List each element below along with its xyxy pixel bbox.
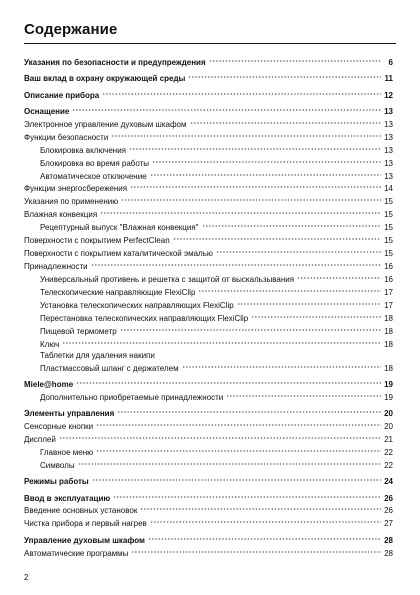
dot-leader xyxy=(150,519,381,527)
toc-entry-title: Ваш вклад в охрану окружающей среды xyxy=(24,74,186,84)
toc-entry[interactable] xyxy=(24,471,393,487)
page-title: Содержание xyxy=(24,21,118,38)
dot-leader xyxy=(251,314,381,322)
toc-entry-title: Ключ xyxy=(40,339,60,349)
toc-entry-page: 15 xyxy=(384,236,393,246)
toc-entry[interactable] xyxy=(24,194,393,207)
toc-entry-page: 18 xyxy=(384,313,393,323)
toc-entry[interactable] xyxy=(24,403,393,419)
dot-leader xyxy=(237,301,381,309)
toc-entry[interactable] xyxy=(24,324,393,337)
toc-entry-page: 18 xyxy=(384,363,393,373)
toc-entry-page: 22 xyxy=(384,460,393,470)
toc-entry-title: Влажная конвекция xyxy=(24,210,98,220)
dot-leader xyxy=(72,107,381,115)
toc-entry-page: 17 xyxy=(384,287,393,297)
dot-leader xyxy=(120,327,381,335)
dot-leader xyxy=(100,210,381,218)
toc-entry-page: 15 xyxy=(384,210,393,220)
toc-entry[interactable] xyxy=(24,350,393,361)
toc-entry-title: Указания по применению xyxy=(24,197,119,207)
toc-entry-title: Символы xyxy=(40,460,75,470)
toc-entry[interactable] xyxy=(24,246,393,259)
toc-entry-page: 19 xyxy=(384,379,393,389)
toc-entry[interactable] xyxy=(24,458,393,471)
toc-entry[interactable] xyxy=(24,298,393,311)
toc-entry[interactable] xyxy=(24,207,393,220)
toc-entry-page: 15 xyxy=(384,249,393,259)
toc-entry-title: Описание прибора xyxy=(24,90,100,100)
dot-leader xyxy=(117,409,381,417)
dot-leader xyxy=(92,477,381,485)
toc-entry-title: Установка телескопических направляющих FlexiClip xyxy=(40,300,234,310)
toc-entry-title: Функции безопасности xyxy=(24,132,109,142)
toc-entry-page: 16 xyxy=(384,262,393,272)
toc-entry-title: Miele@home xyxy=(24,379,74,389)
toc-entry-page: 18 xyxy=(384,339,393,349)
toc-entry-page: 15 xyxy=(384,197,393,207)
toc-entry-title: Рецептурный выпуск "Влажная конвекция" xyxy=(40,223,199,233)
toc-entry[interactable] xyxy=(24,374,393,390)
toc-entry-title: Главное меню xyxy=(40,447,94,457)
dot-leader xyxy=(209,58,381,66)
toc-entry[interactable] xyxy=(24,272,393,285)
toc-entry-page: 21 xyxy=(384,435,393,445)
toc-entry-title: Таблетки для удаления накипи xyxy=(40,350,155,360)
toc-entry-title: Перестановка телескопических направляющих FlexiClip xyxy=(40,313,249,323)
dot-leader xyxy=(150,172,381,180)
toc-entry[interactable] xyxy=(24,101,393,117)
toc-entry-page: 13 xyxy=(384,158,393,168)
toc-entry[interactable] xyxy=(24,143,393,156)
dot-leader xyxy=(202,223,382,231)
toc-entry-title: Чистка прибора и первый нагрев xyxy=(24,519,147,529)
toc-entry-title: Элементы управления xyxy=(24,409,115,419)
toc-entry-page: 16 xyxy=(384,275,393,285)
toc-entry[interactable] xyxy=(24,220,393,233)
toc-entry-title: Функции энергосбережения xyxy=(24,184,128,194)
dot-leader xyxy=(96,422,381,430)
dot-leader xyxy=(190,120,381,128)
toc-entry-page: 6 xyxy=(388,57,393,67)
dot-leader xyxy=(140,506,381,514)
toc-entry-page: 20 xyxy=(384,422,393,432)
dot-leader xyxy=(102,91,381,99)
toc-entry[interactable] xyxy=(24,311,393,324)
toc-entry-title: Автоматическое отключение xyxy=(40,171,147,181)
toc-entry-page: 13 xyxy=(384,145,393,155)
toc-entry[interactable] xyxy=(24,156,393,169)
toc-entry-title: Блокировка во время работы xyxy=(40,158,150,168)
toc-entry[interactable] xyxy=(24,487,393,503)
dot-leader xyxy=(148,536,381,544)
dot-leader xyxy=(226,393,381,401)
toc-entry[interactable] xyxy=(24,182,393,195)
toc-entry-title: Оснащение xyxy=(24,106,70,116)
toc-entry[interactable] xyxy=(24,169,393,182)
toc-entry-title: Дисплей xyxy=(24,435,56,445)
toc-entry-page: 28 xyxy=(384,548,393,558)
title-divider xyxy=(24,43,396,44)
dot-leader xyxy=(130,184,381,192)
toc-entry[interactable] xyxy=(24,130,393,143)
toc-entry-page: 26 xyxy=(384,493,393,503)
toc-entry-page: 11 xyxy=(384,74,393,84)
toc-entry-title: Указания по безопасности и предупреждения xyxy=(24,57,206,67)
dot-leader xyxy=(131,549,381,557)
toc-entry[interactable] xyxy=(24,259,393,272)
toc-entry-title: Поверхности с покрытием каталитической эмалью xyxy=(24,249,213,259)
toc-entry-page: 15 xyxy=(384,223,393,233)
toc-entry-page: 27 xyxy=(384,519,393,529)
dot-leader xyxy=(62,340,381,348)
toc-entry-page: 12 xyxy=(384,90,393,100)
toc-entry-title: Автоматические программы xyxy=(24,548,129,558)
toc-entry-title: Сенсорные кнопки xyxy=(24,422,94,432)
dot-leader xyxy=(121,197,381,205)
toc-entry[interactable] xyxy=(24,516,393,529)
dot-leader xyxy=(198,288,381,296)
toc-entry-title: Телескопические направляющие FlexiClip xyxy=(40,287,196,297)
toc-entry-page: 18 xyxy=(384,326,393,336)
toc-entry-page: 28 xyxy=(384,535,393,545)
dot-leader xyxy=(188,74,381,82)
toc-entry-page: 26 xyxy=(384,506,393,516)
toc-entry-page: 22 xyxy=(384,447,393,457)
dot-leader xyxy=(152,159,381,167)
toc-entry-page: 14 xyxy=(384,184,393,194)
toc-entry[interactable] xyxy=(24,419,393,432)
page-number: 2 xyxy=(24,573,29,582)
dot-leader xyxy=(216,249,381,257)
toc-entry-title: Ввод в эксплуатацию xyxy=(24,493,111,503)
toc-entry[interactable] xyxy=(24,233,393,246)
toc-entry-title: Блокировка включения xyxy=(40,145,126,155)
toc-entry-title: Принадлежности xyxy=(24,262,88,272)
dot-leader xyxy=(173,236,381,244)
toc-entry-title: Дополнительно приобретаемые принадлежности xyxy=(40,392,224,402)
toc-entry-page: 19 xyxy=(384,392,393,402)
toc-entry[interactable] xyxy=(24,504,393,517)
toc-entry[interactable] xyxy=(24,84,393,100)
dot-leader xyxy=(129,146,381,154)
toc-entry-title: Поверхности с покрытием PerfectClean xyxy=(24,236,170,246)
toc-entry[interactable] xyxy=(24,337,393,350)
toc-entry[interactable] xyxy=(24,285,393,298)
dot-leader xyxy=(76,380,381,388)
toc-entry-title: Электронное управление духовым шкафом xyxy=(24,119,187,129)
toc-entry[interactable] xyxy=(24,529,393,545)
toc-entry[interactable] xyxy=(24,68,393,84)
dot-leader xyxy=(96,448,381,456)
toc-entry[interactable] xyxy=(24,546,393,559)
toc-entry-page: 24 xyxy=(384,477,393,487)
toc-entry-title: Пищевой термометр xyxy=(40,326,117,336)
toc-entry[interactable] xyxy=(24,117,393,130)
toc-entry-title: Введение основных установок xyxy=(24,506,138,516)
toc-entry-title: Пластмассовый шланг с держателем xyxy=(40,363,179,373)
toc-entry-page: 20 xyxy=(384,409,393,419)
toc-entry-title: Универсальный противень и решетка с защитой от выскальзывания xyxy=(40,275,295,285)
dot-leader xyxy=(182,364,381,372)
toc-entry-page: 13 xyxy=(384,171,393,181)
dot-leader xyxy=(111,133,381,141)
dot-leader xyxy=(91,262,381,270)
toc-entry[interactable] xyxy=(24,390,393,403)
toc-entry[interactable] xyxy=(24,361,393,374)
toc-entry[interactable] xyxy=(24,432,393,445)
toc-entry-page: 13 xyxy=(384,106,393,116)
dot-leader xyxy=(113,494,381,502)
toc-entry-title: Режимы работы xyxy=(24,477,89,487)
table-of-contents xyxy=(24,55,393,559)
dot-leader xyxy=(78,461,381,469)
dot-leader xyxy=(297,275,381,283)
toc-entry-page: 13 xyxy=(384,119,393,129)
dot-leader xyxy=(59,435,381,443)
toc-entry[interactable] xyxy=(24,445,393,458)
toc-entry-page: 17 xyxy=(384,300,393,310)
toc-entry-title: Управление духовым шкафом xyxy=(24,535,145,545)
toc-entry-page: 13 xyxy=(384,132,393,142)
toc-entry[interactable] xyxy=(24,55,393,68)
